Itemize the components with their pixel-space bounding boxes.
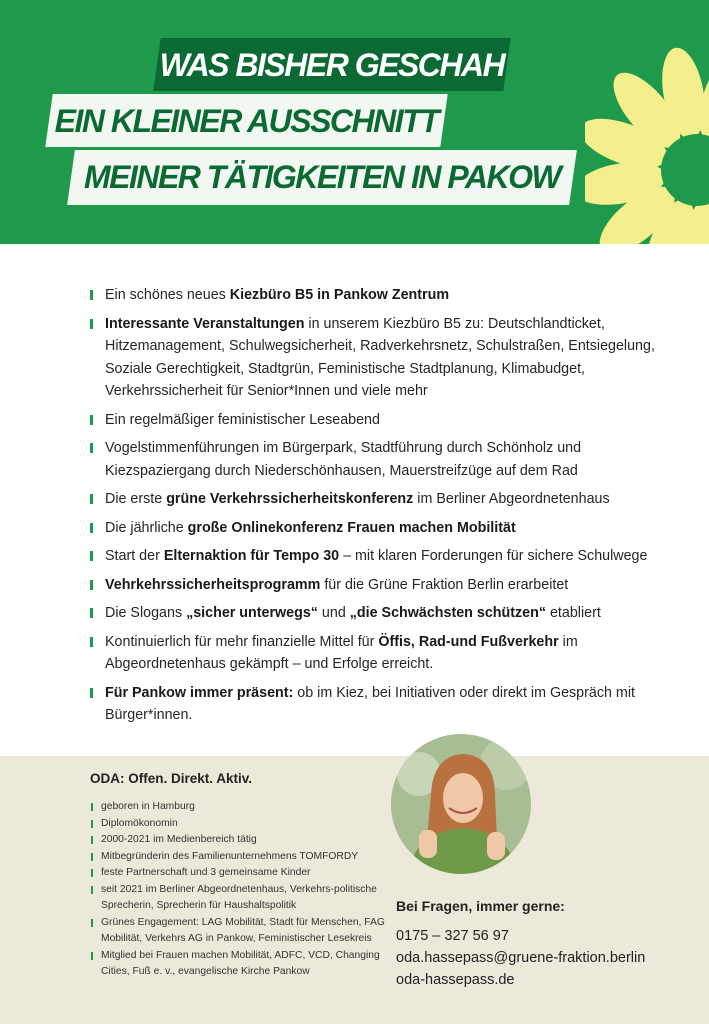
contact-phone[interactable]: 0175 – 327 56 97 xyxy=(396,928,509,944)
portrait-photo xyxy=(391,734,531,874)
contact-title: Bei Fragen, immer gerne: xyxy=(396,898,565,914)
bio-item: Mitglied bei Frauen machen Mobilität, ADFC, VCD, Changing Cities, Fuß e. v., evangelische Kirche Pankow xyxy=(91,948,391,981)
activity-item: Für Pankow immer präsent: ob im Kiez, bei Initiativen oder direkt im Gespräch mit Bürger*innen. xyxy=(90,682,680,727)
activity-item: Die erste grüne Verkehrssicherheitskonferenz im Berliner Abgeordnetenhaus xyxy=(90,488,680,511)
activity-item: Ein regelmäßiger feministischer Leseabend xyxy=(90,409,680,432)
headline-line-3: MEINER TÄTIGKEITEN IN PAKOW xyxy=(67,150,577,205)
activity-item: Start der Elternaktion für Tempo 30 – mit klaren Forderungen für sichere Schulwege xyxy=(90,545,680,568)
activity-item: Ein schönes neues Kiezbüro B5 in Pankow Zentrum xyxy=(90,284,680,307)
bio-item: Grünes Engagement: LAG Mobilität, Stadt für Menschen, FAG Mobilität, Verkehrs AG in Pankow, Feministischer Lesekreis xyxy=(91,915,391,948)
activity-item: Interessante Veranstaltungen in unserem Kiezbüro B5 zu: Deutschlandticket, Hitzemanagement, Schulwegsicherheit, Radverkehrsnetz, Schulstraßen, Entsiegelung, Soziale Gerechtigkeit, Stadtgrün, Feministische Stadtplanung, Klimabudget, Verkehrssicherheit für Senior*Innen und viele mehr xyxy=(90,313,680,403)
headline-line-2: EIN KLEINER AUSSCHNITT xyxy=(45,94,447,147)
header-banner xyxy=(0,0,709,244)
activity-item: Kontinuierlich für mehr finanzielle Mittel für Öffis, Rad-und Fußverkehr im Abgeordnetenhaus gekämpft – und Erfolge erreicht. xyxy=(90,631,680,676)
contact-email[interactable]: oda.hassepass@gruene-fraktion.berlin xyxy=(396,950,646,966)
bio-item: feste Partnerschaft und 3 gemeinsame Kinder xyxy=(91,865,391,882)
bio-item: Diplomökonomin xyxy=(91,816,391,833)
activity-item: Die Slogans „sicher unterwegs“ und „die Schwächsten schützen“ etabliert xyxy=(90,602,680,625)
bio-item: Mitbegründerin des Familienunternehmens TOMFORDY xyxy=(91,849,391,866)
activity-item: Vogelstimmenführungen im Bürgerpark, Stadtführung durch Schönholz und Kiezspaziergang durch Niederschönhausen, Mauerstreifzüge auf dem Rad xyxy=(90,437,680,482)
headline-line-1: WAS BISHER GESCHAH xyxy=(153,38,510,91)
bio-item: geboren in Hamburg xyxy=(91,799,391,816)
portrait-illustration xyxy=(391,734,531,874)
bio-list xyxy=(91,799,391,981)
bio-item: seit 2021 im Berliner Abgeordnetenhaus, Verkehrs-politische Sprecherin, Sprecherin für Haushaltspolitik xyxy=(91,882,391,915)
bio-item: 2000-2021 im Medienbereich tätig xyxy=(91,832,391,849)
contact-website[interactable]: oda-hassepass.de xyxy=(396,972,515,988)
activity-item: Die jährliche große Onlinekonferenz Frauen machen Mobilität xyxy=(90,517,680,540)
profile-title: ODA: Offen. Direkt. Aktiv. xyxy=(90,771,253,786)
activity-list xyxy=(90,284,680,733)
activity-item: Vehrkehrssicherheitsprogramm für die Grüne Fraktion Berlin erarbeitet xyxy=(90,574,680,597)
sunflower-logo-icon xyxy=(585,20,709,244)
